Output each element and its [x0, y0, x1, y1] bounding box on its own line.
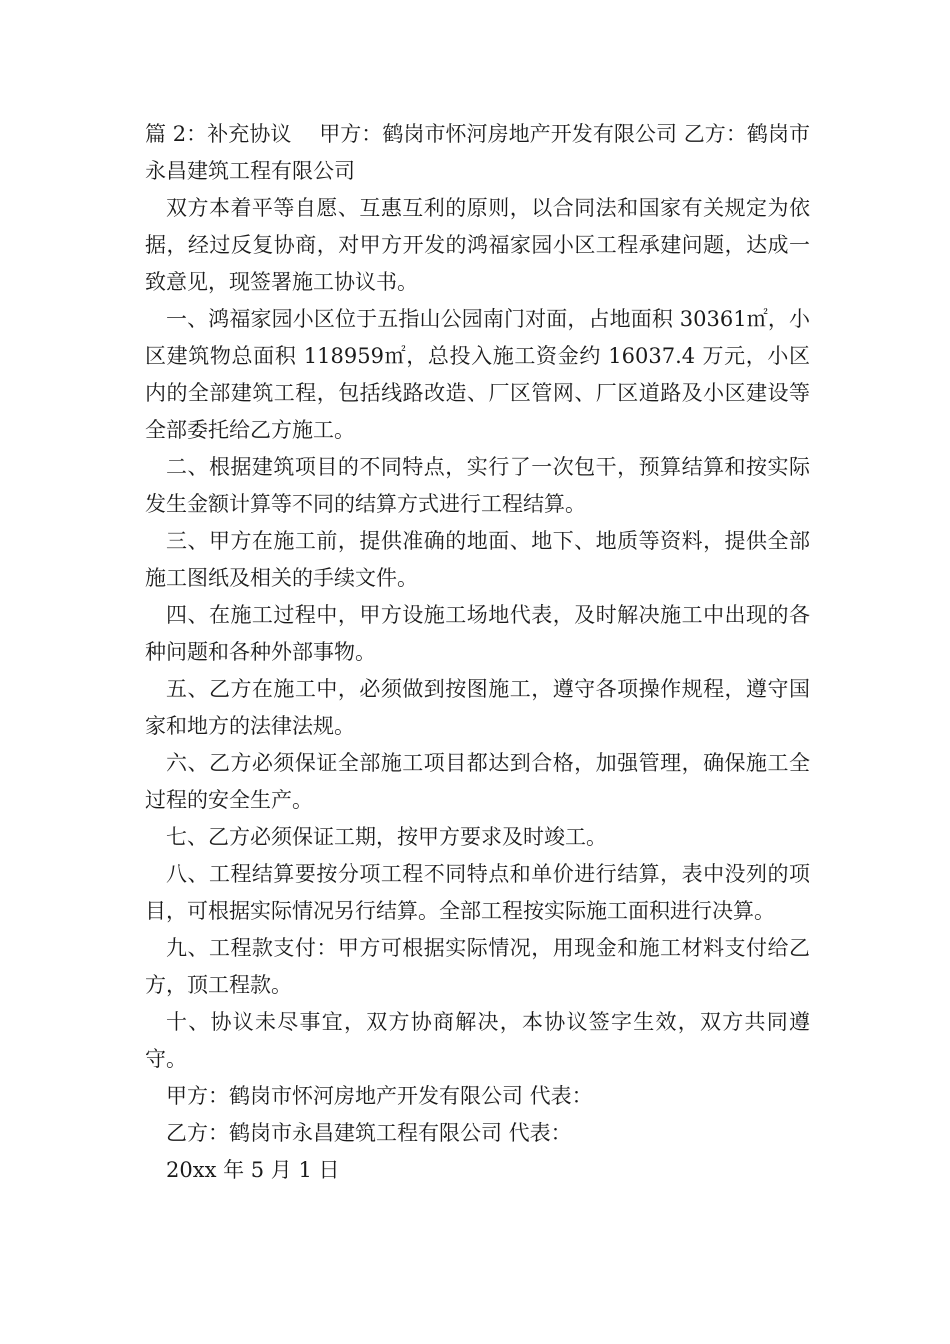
clause-1: 一、鸿福家园小区位于五指山公园南门对面，占地面积 30361㎡，小区建筑物总面积 118959㎡，总投入施工资金约 16037.4 万元，小区内的全部建筑工程，包括线路改造、厂区管网、厂区道路及小区建设等全部委托给乙方施工。 [145, 307, 810, 442]
clause-2: 二、根据建筑项目的不同特点，实行了一次包干，预算结算和按实际发生金额计算等不同的结算方式进行工程结算。 [145, 455, 810, 516]
intro-paragraph: 双方本着平等自愿、互惠互利的原则，以合同法和国家有关规定为依据，经过反复协商，对甲方开发的鸿福家园小区工程承建问题，达成一致意见，现签署施工协议书。 [145, 196, 810, 294]
clause-4: 四、在施工过程中，甲方设施工场地代表，及时解决施工中出现的各种问题和各种外部事物。 [145, 603, 810, 664]
clause-3: 三、甲方在施工前，提供准确的地面、地下、地质等资料，提供全部施工图纸及相关的手续文件。 [145, 529, 810, 590]
clause-6: 六、乙方必须保证全部施工项目都达到合格，加强管理，确保施工全过程的安全生产。 [145, 751, 810, 812]
document-header: 篇 2：补充协议 甲方：鹤岗市怀河房地产开发有限公司 乙方：鹤岗市永昌建筑工程有限公司 [145, 122, 810, 183]
clause-5: 五、乙方在施工中，必须做到按图施工，遵守各项操作规程，遵守国家和地方的法律法规。 [145, 677, 810, 738]
party-b-signature: 乙方：鹤岗市永昌建筑工程有限公司 代表： [166, 1121, 572, 1145]
party-a-signature: 甲方：鹤岗市怀河房地产开发有限公司 代表： [166, 1084, 593, 1108]
agreement-body [145, 116, 810, 1189]
clause-8: 八、工程结算要按分项工程不同特点和单价进行结算，表中没列的项目，可根据实际情况另行结算。全部工程按实际施工面积进行决算。 [145, 862, 810, 923]
clause-10: 十、协议未尽事宜，双方协商解决，本协议签字生效，双方共同遵守。 [145, 1010, 810, 1071]
clause-9: 九、工程款支付：甲方可根据实际情况，用现金和施工材料支付给乙方，顶工程款。 [145, 936, 810, 997]
clause-7: 七、乙方必须保证工期，按甲方要求及时竣工。 [166, 825, 607, 849]
signing-date: 20xx 年 5 月 1 日 [166, 1158, 340, 1182]
